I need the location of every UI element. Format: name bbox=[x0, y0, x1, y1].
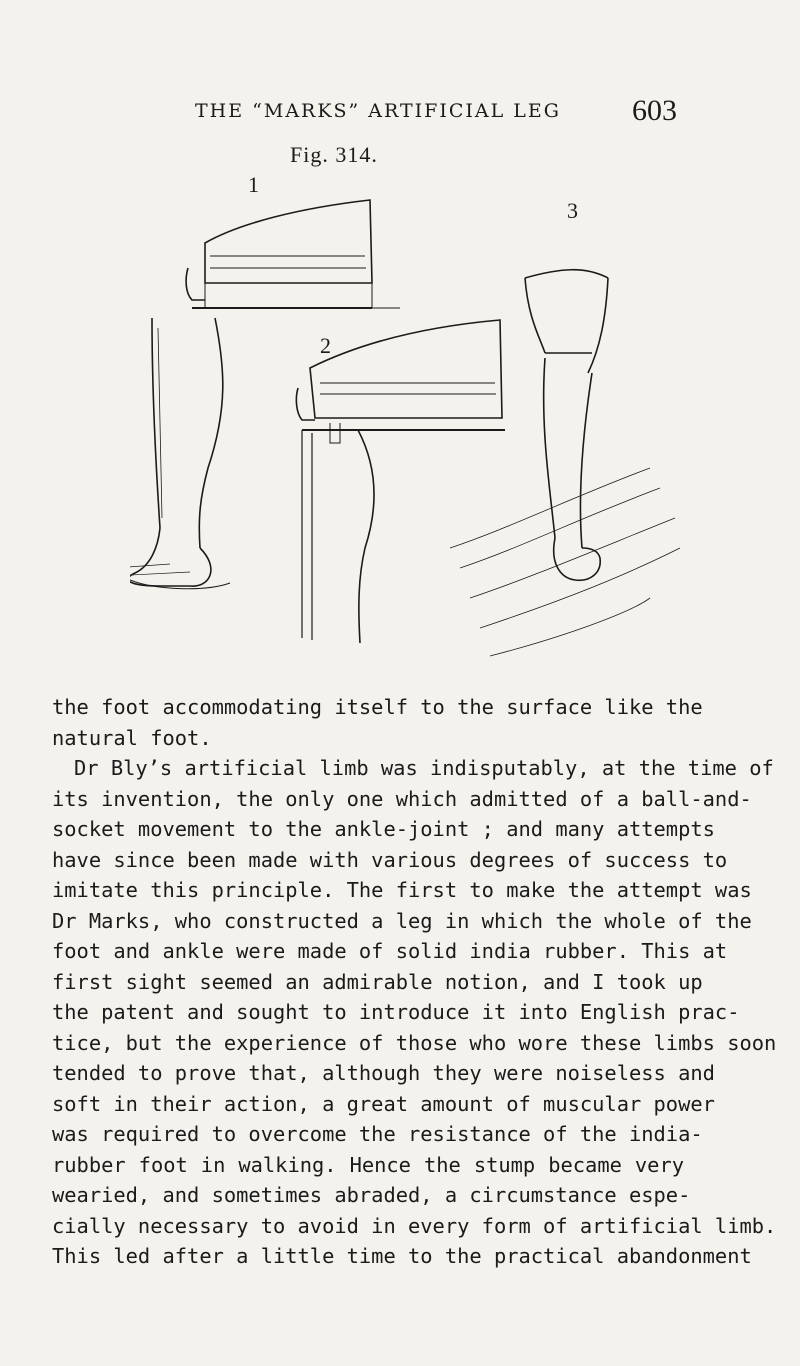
text-line: foot and ankle were made of solid india rubber. This at bbox=[52, 939, 728, 963]
text-line: wearied, and sometimes abraded, a circumstance espe- bbox=[52, 1183, 691, 1207]
figure-label-1: 1 bbox=[248, 172, 259, 197]
leg-2-drawing bbox=[296, 320, 505, 643]
text-line: natural foot. bbox=[52, 725, 212, 750]
text-line: tice, but the experience of those who wore these limbs soon bbox=[52, 1030, 777, 1055]
page-number: 603 bbox=[632, 94, 677, 127]
figure-label-2: 2 bbox=[320, 333, 331, 358]
text-line: Dr Bly’s artificial limb was indisputably, at the time of bbox=[74, 756, 774, 780]
figure-labels bbox=[248, 172, 578, 358]
figure-label-3: 3 bbox=[567, 198, 578, 223]
text-line: imitate this principle. The first to make the attempt was bbox=[52, 878, 752, 902]
text-line: the patent and sought to introduce it into English prac- bbox=[52, 1000, 740, 1024]
leg-3-drawing bbox=[450, 270, 680, 656]
body-text bbox=[52, 692, 777, 1272]
text-line: Dr Marks, who constructed a leg in which the whole of the bbox=[52, 908, 752, 933]
illustration-svg bbox=[130, 168, 690, 688]
running-head: THE “MARKS” ARTIFICIAL LEG bbox=[195, 100, 561, 122]
text-line: soft in their action, a great amount of muscular power bbox=[52, 1091, 715, 1116]
text-line: first sight seemed an admirable notion, and I took up bbox=[52, 969, 703, 994]
text-line: This led after a little time to the practical abandonment bbox=[52, 1244, 752, 1268]
figure-caption: Fig. 314. bbox=[290, 142, 378, 167]
text-line: tended to prove that, although they were noiseless and bbox=[52, 1061, 715, 1085]
text-line: the foot accommodating itself to the surface like the bbox=[52, 695, 703, 719]
text-line: socket movement to the ankle-joint ; and many attempts bbox=[52, 817, 715, 841]
text-line: its invention, the only one which admitted of a ball-and- bbox=[52, 786, 752, 811]
artificial-leg-illustration bbox=[130, 168, 690, 688]
text-line: rubber foot in walking. Hence the stump became very bbox=[52, 1152, 684, 1177]
text-line: was required to overcome the resistance of the india- bbox=[52, 1122, 703, 1146]
text-line: cially necessary to avoid in every form of artificial limb. bbox=[52, 1213, 777, 1238]
text-line: have since been made with various degrees of success to bbox=[52, 847, 728, 872]
